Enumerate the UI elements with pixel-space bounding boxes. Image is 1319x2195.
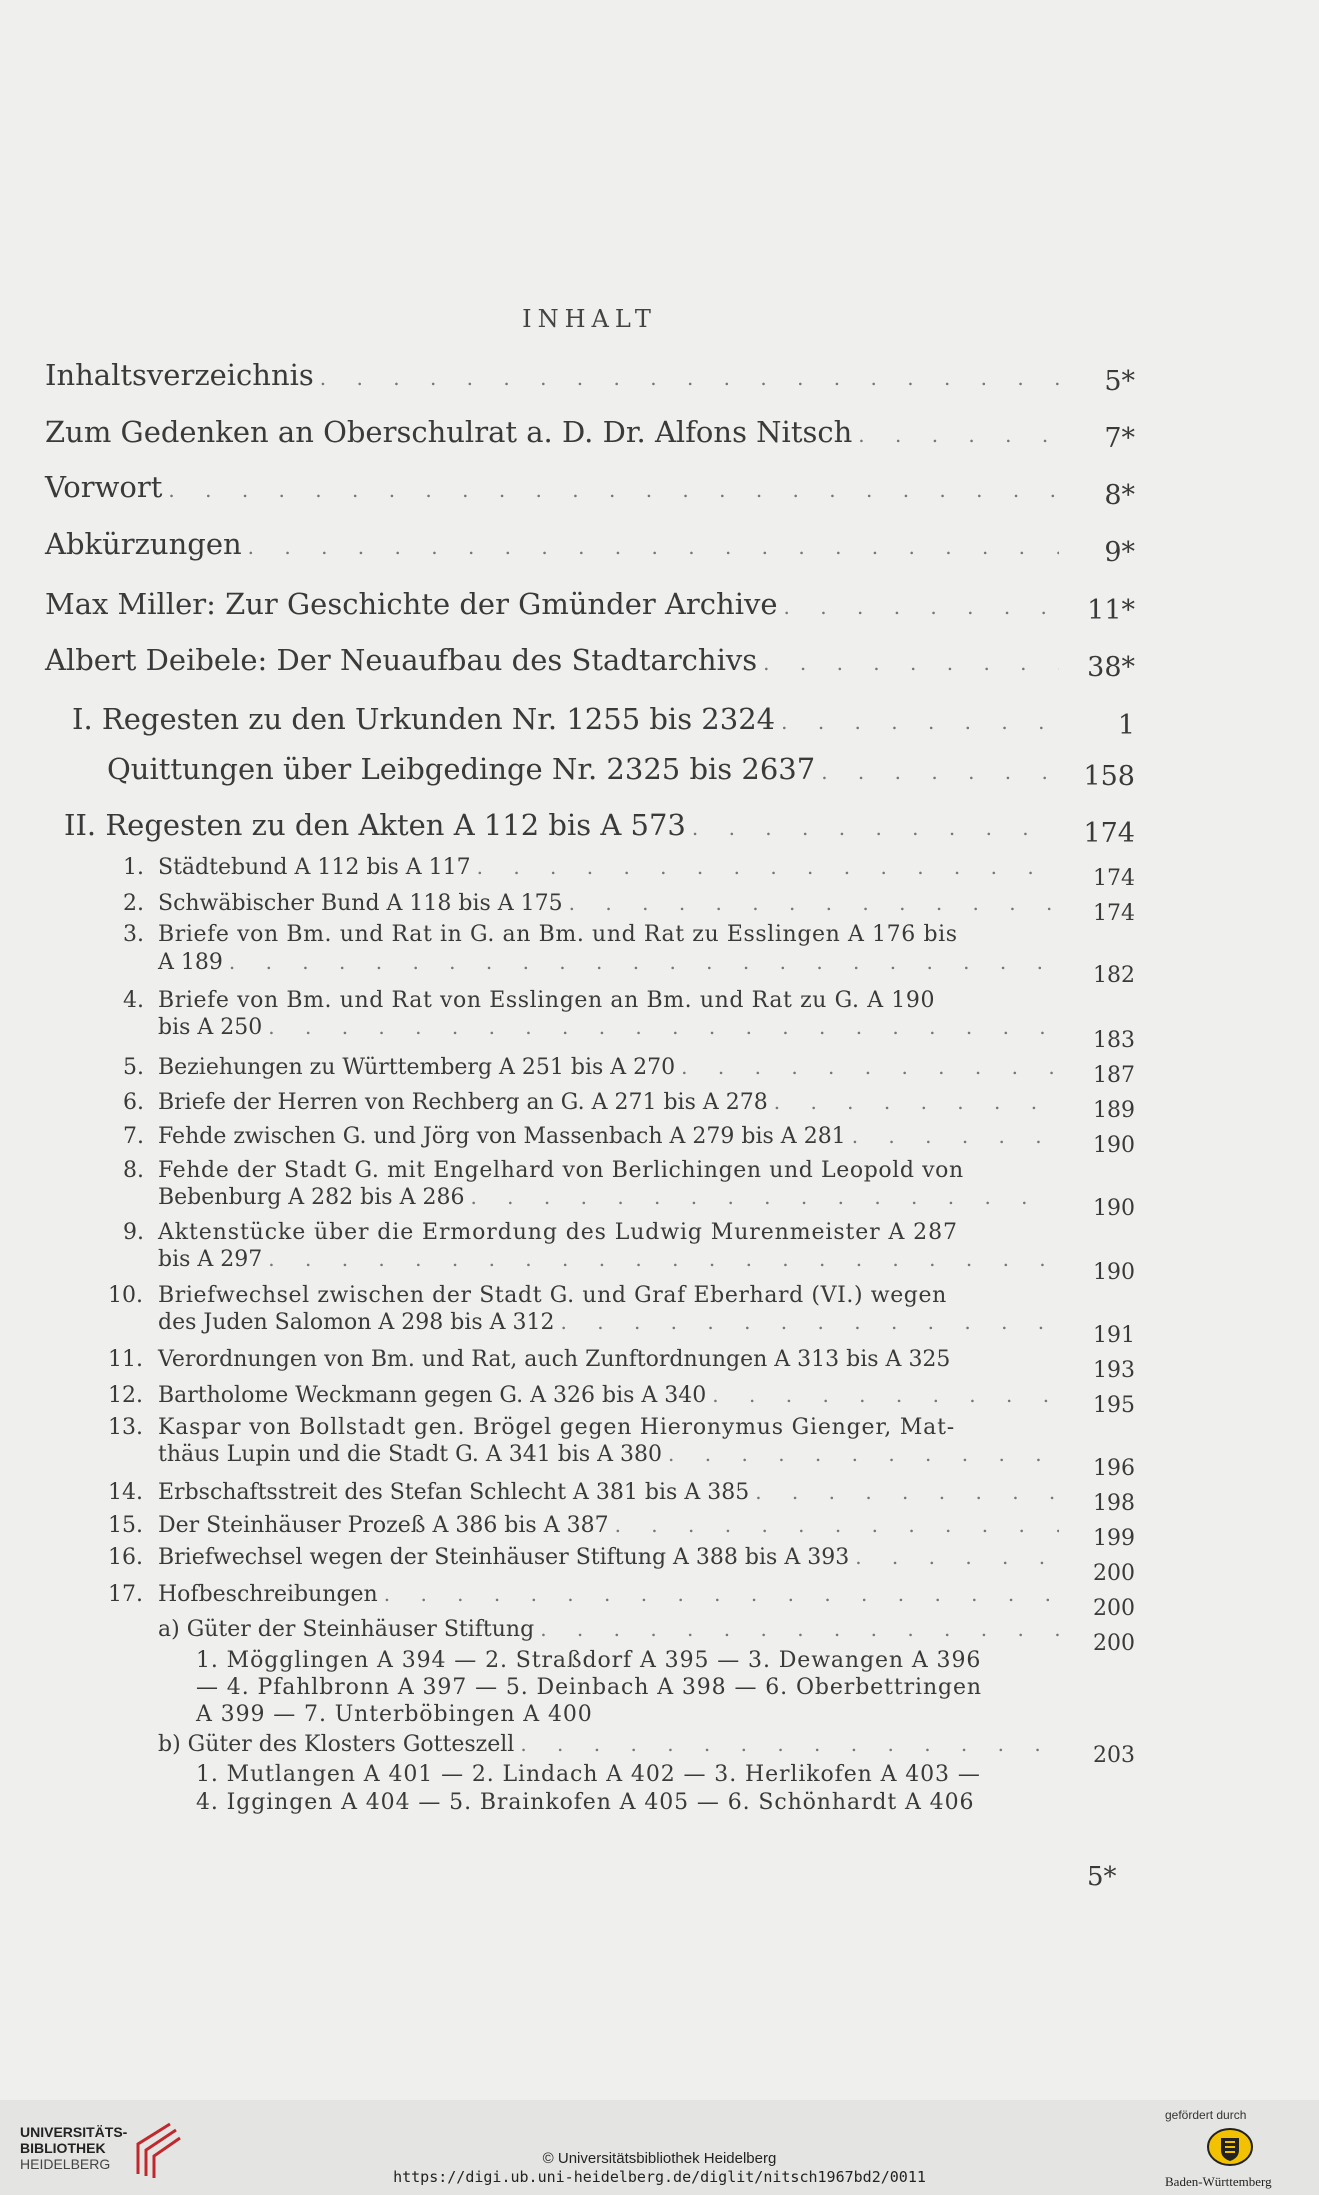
- item-page: 183: [1093, 1028, 1135, 1053]
- item-title: Bartholome Weckmann gegen G. A 326 bis A 340: [158, 1383, 707, 1408]
- toc-entry-title: Max Miller: Zur Geschichte der Gmünder Archive: [45, 587, 778, 621]
- item-title-cont: bis A 250: [158, 1015, 263, 1040]
- leader-dots: [248, 535, 1059, 559]
- library-name-line: UNIVERSITÄTS-: [20, 2124, 128, 2140]
- toc-entry[interactable]: [107, 752, 1065, 786]
- subsection-detail: — 4. Pfahlbronn A 397 — 5. Deinbach A 398 — 6. Oberbettringen: [196, 1675, 982, 1700]
- page-title: INHALT: [522, 305, 657, 333]
- item-page: 195: [1093, 1393, 1135, 1418]
- toc-entry-title: Zum Gedenken an Oberschulrat a. D. Dr. Alfons Nitsch: [45, 415, 853, 449]
- toc-part-two[interactable]: [64, 808, 1065, 842]
- state-crest-icon: [1205, 2126, 1255, 2168]
- item-number: 6.: [123, 1090, 144, 1115]
- item-number: 17.: [108, 1582, 143, 1607]
- toc-item[interactable]: [108, 1383, 1065, 1408]
- toc-item[interactable]: [108, 1582, 1065, 1607]
- item-page: 187: [1093, 1063, 1135, 1088]
- item-title[interactable]: Aktenstücke über die Ermordung des Ludwig Murenmeister A 287: [158, 1220, 958, 1245]
- toc-entry-page: 5*: [1104, 366, 1135, 397]
- item-title[interactable]: Fehde der Stadt G. mit Engelhard von Berlichingen und Leopold von: [158, 1158, 964, 1183]
- item-title-cont: thäus Lupin und die Stadt G. A 341 bis A 380: [158, 1442, 663, 1467]
- toc-item[interactable]: [123, 1055, 1065, 1080]
- item-title[interactable]: Briefwechsel zwischen der Stadt G. und Graf Eberhard (VI.) wegen: [158, 1283, 947, 1308]
- item-title[interactable]: Briefe von Bm. und Rat von Esslingen an Bm. und Rat zu G. A 190: [158, 988, 936, 1013]
- toc-entry[interactable]: [45, 470, 1065, 504]
- item-number: 13.: [108, 1415, 143, 1440]
- item-title[interactable]: Briefe von Bm. und Rat in G. an Bm. und Rat zu Esslingen A 176 bis: [158, 922, 958, 947]
- item-page: 174: [1093, 901, 1135, 926]
- toc-entry-title: I. Regesten zu den Urkunden Nr. 1255 bis 2324: [72, 702, 776, 736]
- toc-entry-title: Albert Deibele: Der Neuaufbau des Stadtarchivs: [45, 643, 758, 677]
- permalink-url[interactable]: https://digi.ub.uni-heidelberg.de/diglit/nitsch1967bd2/0011: [393, 2168, 926, 2186]
- item-number: 5.: [123, 1055, 144, 1080]
- item-number: 3.: [123, 922, 144, 947]
- item-page: 200: [1093, 1596, 1135, 1621]
- item-page: 190: [1093, 1260, 1135, 1285]
- toc-entry[interactable]: [45, 415, 1065, 449]
- funded-by-label: gefördert durch: [1165, 2108, 1247, 2122]
- leader-dots: [784, 595, 1059, 619]
- item-number: 16.: [108, 1545, 143, 1570]
- leader-dots: [852, 1124, 1059, 1148]
- leader-dots: [821, 760, 1059, 784]
- toc-entry-page: 158: [1083, 761, 1135, 792]
- page-number: 5*: [1087, 1862, 1117, 1892]
- toc-entry-title: II. Regesten zu den Akten A 112 bis A 573: [64, 808, 686, 842]
- leader-dots: [858, 423, 1059, 447]
- item-title: Fehde zwischen G. und Jörg von Massenbach A 279 bis A 281: [158, 1124, 846, 1149]
- item-number: 10.: [108, 1283, 143, 1308]
- leader-dots: [477, 855, 1059, 879]
- leader-dots: [712, 1383, 1059, 1407]
- item-title: Briefwechsel wegen der Steinhäuser Stiftung A 388 bis A 393: [158, 1545, 850, 1570]
- toc-entry-title: Abkürzungen: [45, 527, 242, 561]
- toc-entry-page: 8*: [1104, 480, 1135, 511]
- item-title-cont: des Juden Salomon A 298 bis A 312: [158, 1310, 555, 1335]
- leader-dots: [755, 1480, 1059, 1504]
- item-title[interactable]: Verordnungen von Bm. und Rat, auch Zunftordnungen A 313 bis A 325: [158, 1347, 951, 1372]
- leader-dots: [569, 891, 1059, 915]
- leader-dots: [384, 1582, 1059, 1606]
- item-number: 2.: [123, 891, 144, 916]
- toc-entry[interactable]: [45, 643, 1065, 677]
- library-name-line: BIBLIOTHEK: [20, 2140, 106, 2156]
- item-title: Schwäbischer Bund A 118 bis A 175: [158, 891, 563, 916]
- item-title-cont: Bebenburg A 282 bis A 286: [158, 1185, 465, 1210]
- item-page: 190: [1093, 1133, 1135, 1158]
- toc-item[interactable]: [123, 891, 1065, 916]
- toc-entry-page: 174: [1083, 818, 1135, 849]
- leader-dots: [229, 950, 1059, 974]
- item-page: 190: [1093, 1196, 1135, 1221]
- item-title: Städtebund A 112 bis A 117: [158, 855, 471, 880]
- leader-dots: [692, 816, 1059, 840]
- item-number: 1.: [123, 855, 144, 880]
- leader-dots: [615, 1513, 1059, 1537]
- item-page: 174: [1093, 866, 1135, 891]
- leader-dots: [763, 651, 1059, 675]
- item-page: 200: [1093, 1631, 1135, 1656]
- toc-subsection-b[interactable]: [158, 1732, 1065, 1757]
- footer-bar: [0, 2100, 1319, 2195]
- item-title: Hofbeschreibungen: [158, 1582, 378, 1607]
- toc-item-cont: [158, 950, 1065, 975]
- toc-item[interactable]: [108, 1545, 1065, 1570]
- item-page: 191: [1093, 1323, 1135, 1348]
- item-page: 182: [1093, 963, 1135, 988]
- leader-dots: [681, 1055, 1059, 1079]
- subsection-title: b) Güter des Klosters Gotteszell: [158, 1732, 515, 1757]
- item-number: 9.: [123, 1220, 144, 1245]
- subsection-detail: A 399 — 7. Unterböbingen A 400: [196, 1702, 593, 1727]
- leader-dots: [520, 1732, 1059, 1756]
- subsection-detail: 4. Iggingen A 404 — 5. Brainkofen A 405 — 6. Schönhardt A 406: [196, 1790, 975, 1815]
- toc-entry-title: Vorwort: [45, 470, 163, 504]
- item-title-cont: A 189: [158, 950, 223, 975]
- subsection-title: a) Güter der Steinhäuser Stiftung: [158, 1617, 535, 1642]
- item-number: 11.: [108, 1347, 143, 1372]
- item-title: Erbschaftsstreit des Stefan Schlecht A 381 bis A 385: [158, 1480, 750, 1505]
- item-title: Beziehungen zu Württemberg A 251 bis A 270: [158, 1055, 676, 1080]
- toc-item-cont: [158, 1247, 1065, 1272]
- toc-item[interactable]: [108, 1480, 1065, 1505]
- toc-entry-page: 38*: [1087, 652, 1135, 683]
- toc-item[interactable]: [123, 1124, 1065, 1149]
- toc-item[interactable]: [123, 1090, 1065, 1115]
- item-title: Der Steinhäuser Prozeß A 386 bis A 387: [158, 1513, 609, 1538]
- item-number: 7.: [123, 1124, 144, 1149]
- item-title: Briefe der Herren von Rechberg an G. A 271 bis A 278: [158, 1090, 768, 1115]
- item-number: 14.: [108, 1480, 143, 1505]
- item-page: 198: [1093, 1491, 1135, 1516]
- item-page: 189: [1093, 1098, 1135, 1123]
- leader-dots: [320, 366, 1059, 390]
- toc-entry-page: 7*: [1104, 423, 1135, 454]
- item-number: 12.: [108, 1383, 143, 1408]
- library-name-line: HEIDELBERG: [20, 2156, 111, 2172]
- toc-entry-title: Inhaltsverzeichnis: [45, 358, 314, 392]
- item-title[interactable]: Kaspar von Bollstadt gen. Brögel gegen Hieronymus Gienger, Mat-: [158, 1415, 955, 1440]
- toc-entry-page: 1: [1117, 710, 1135, 741]
- toc-item-cont: [158, 1442, 1065, 1467]
- toc-item[interactable]: [108, 1513, 1065, 1538]
- toc-item[interactable]: [123, 855, 1065, 880]
- toc-item-cont: [158, 1185, 1065, 1210]
- leader-dots: [781, 710, 1059, 734]
- item-page: 203: [1093, 1743, 1135, 1768]
- toc-entry[interactable]: [45, 587, 1065, 621]
- leader-dots: [540, 1617, 1059, 1641]
- item-page: 193: [1093, 1358, 1135, 1383]
- leader-dots: [668, 1442, 1059, 1466]
- leader-dots: [470, 1185, 1059, 1209]
- item-title-cont: bis A 297: [158, 1247, 263, 1272]
- item-page: 199: [1093, 1526, 1135, 1551]
- toc-part-one[interactable]: [72, 702, 1065, 736]
- toc-entry-page: 11*: [1087, 595, 1135, 626]
- subsection-detail: 1. Mutlangen A 401 — 2. Lindach A 402 — 3. Herlikofen A 403 —: [196, 1762, 981, 1787]
- subsection-detail: 1. Mögglingen A 394 — 2. Straßdorf A 395 — 3. Dewangen A 396: [196, 1648, 982, 1673]
- leader-dots: [774, 1090, 1059, 1114]
- toc-entry[interactable]: [45, 527, 1065, 561]
- leader-dots: [168, 478, 1059, 502]
- toc-item-cont: [158, 1015, 1065, 1040]
- toc-entry-title: Quittungen über Leibgedinge Nr. 2325 bis 2637: [107, 752, 816, 786]
- item-number: 4.: [123, 988, 144, 1013]
- item-number: 15.: [108, 1513, 143, 1538]
- leader-dots: [268, 1247, 1059, 1271]
- item-page: 200: [1093, 1561, 1135, 1586]
- copyright-text: © Universitätsbibliothek Heidelberg: [542, 2150, 777, 2167]
- leader-dots: [561, 1310, 1059, 1334]
- item-number: 8.: [123, 1158, 144, 1183]
- leader-dots: [855, 1545, 1059, 1569]
- toc-subsection-a[interactable]: [158, 1617, 1065, 1642]
- toc-entry-page: 9*: [1104, 537, 1135, 568]
- leader-dots: [268, 1015, 1059, 1039]
- state-name: Baden-Württemberg: [1165, 2174, 1272, 2189]
- toc-entry[interactable]: [45, 358, 1065, 392]
- toc-item-cont: [158, 1310, 1065, 1335]
- item-page: 196: [1093, 1456, 1135, 1481]
